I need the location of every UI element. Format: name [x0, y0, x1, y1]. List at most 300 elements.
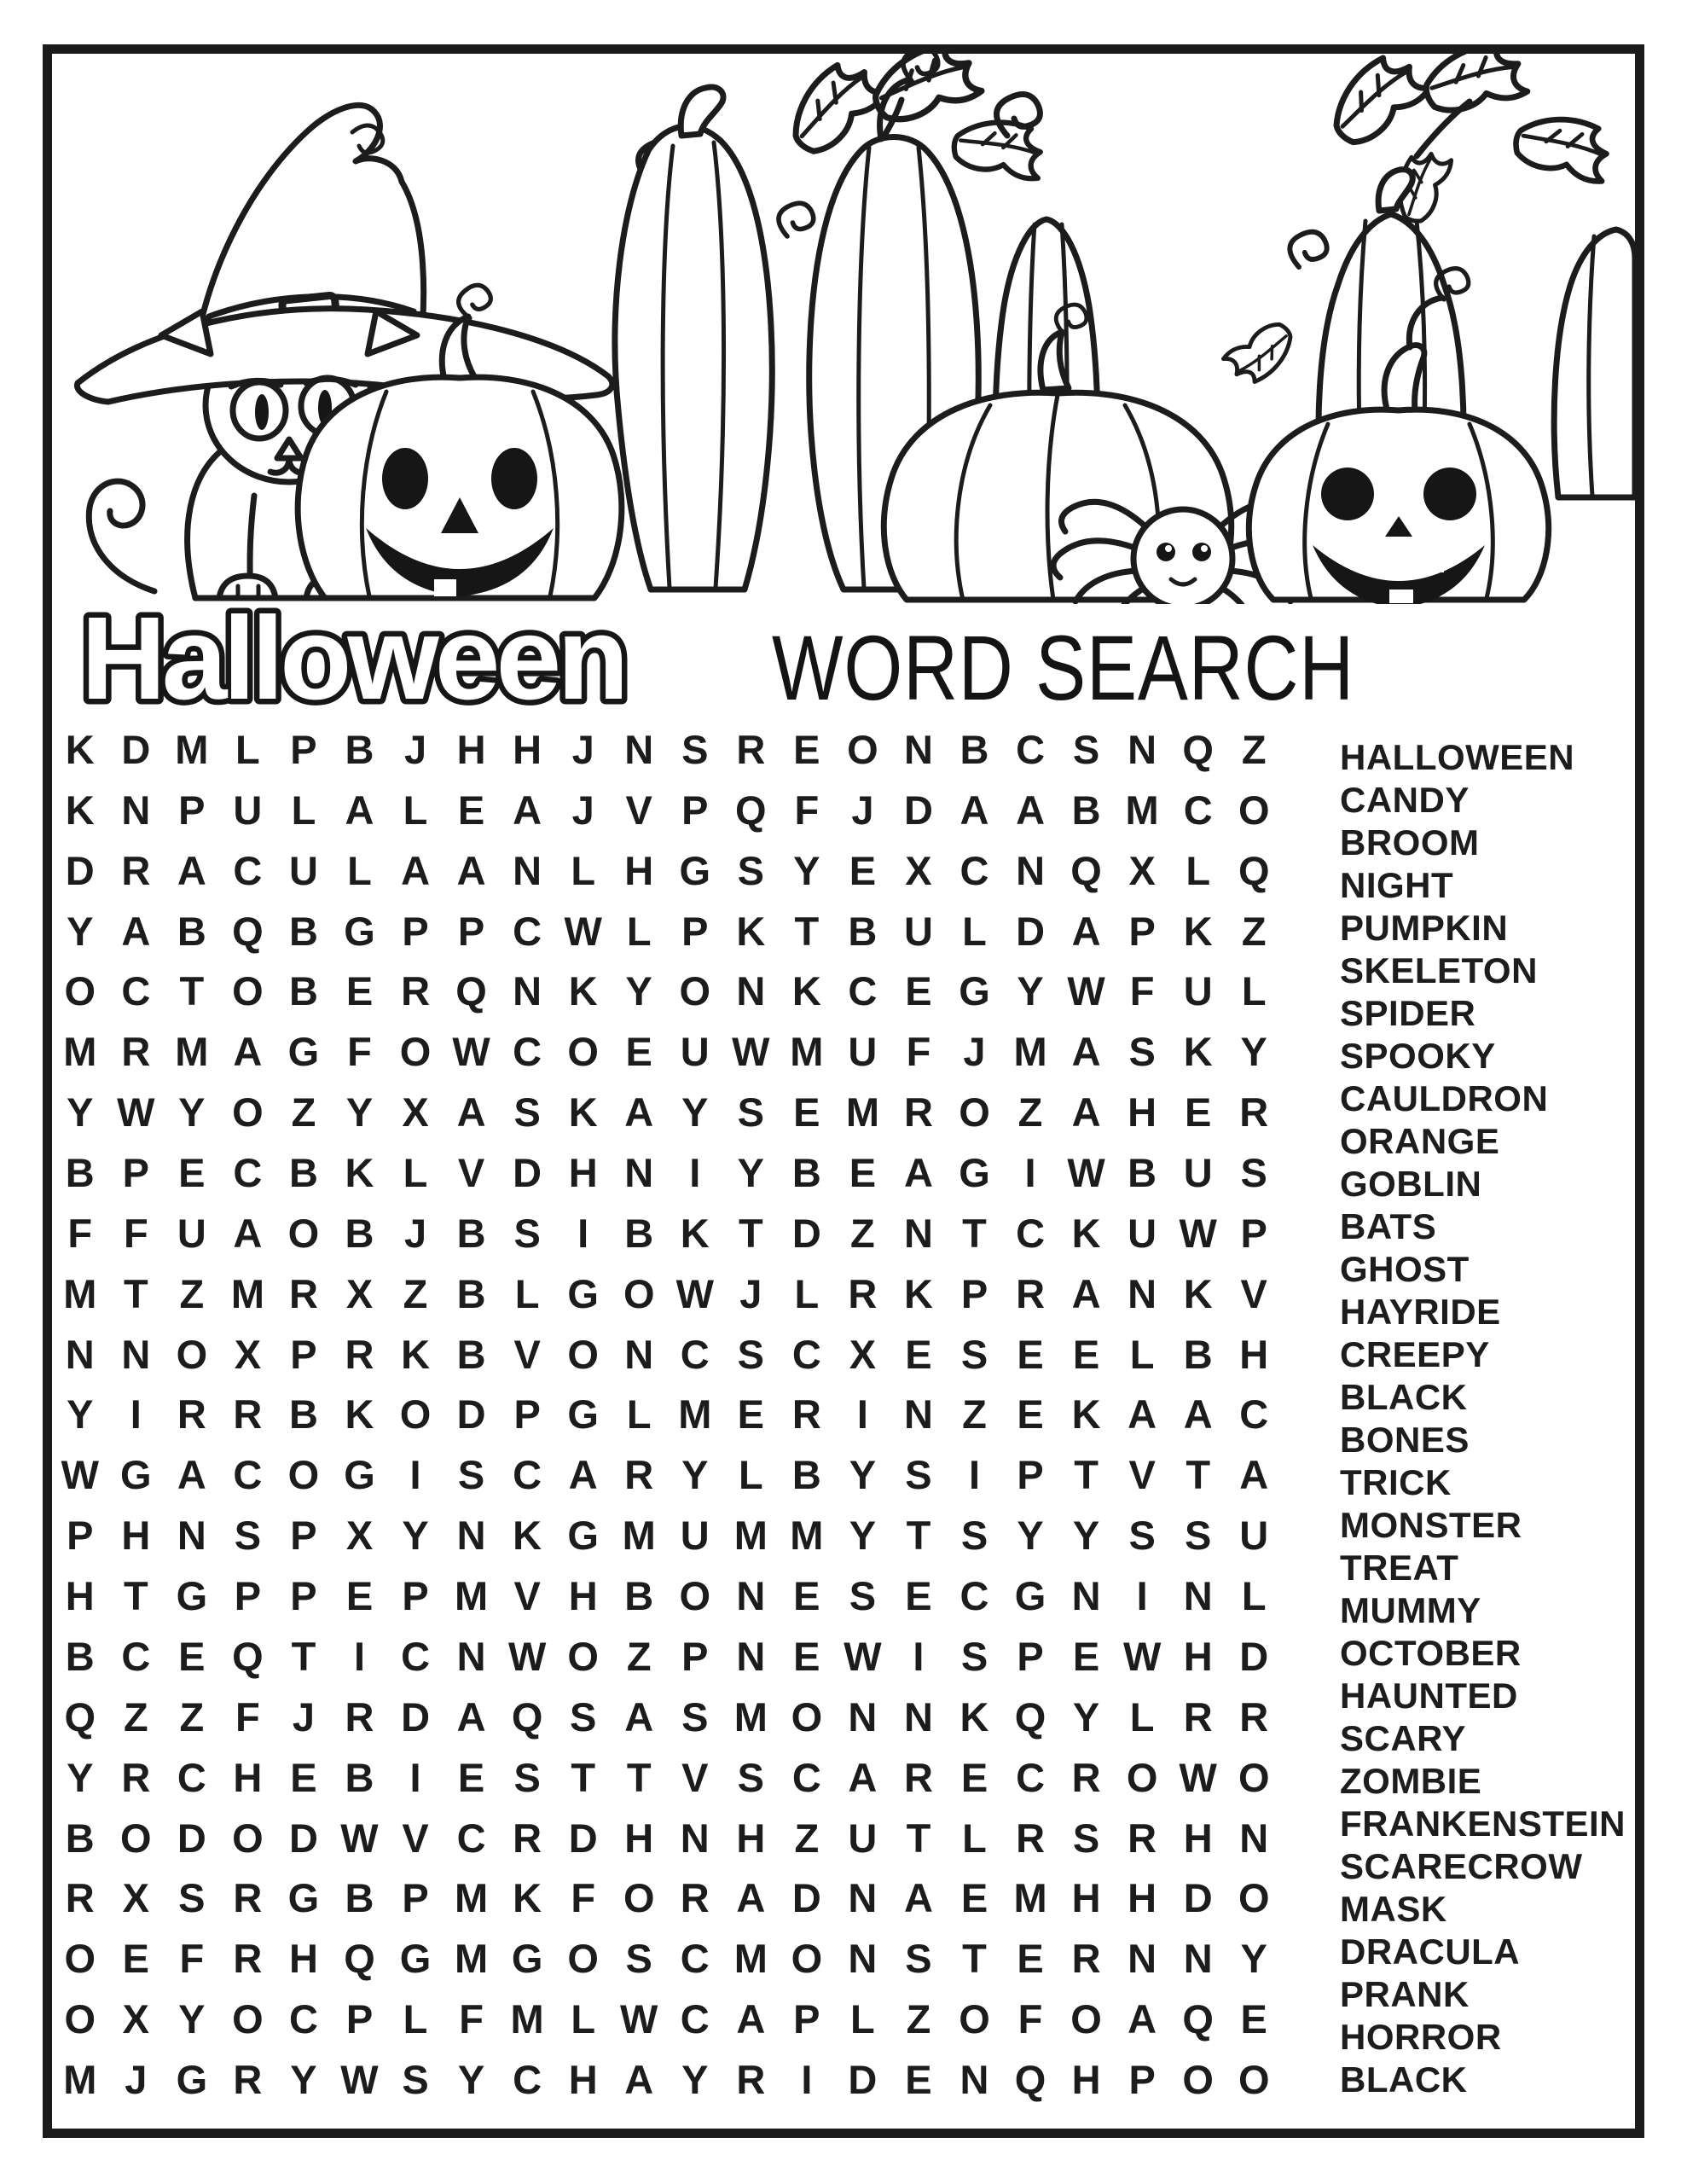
- grid-letter: B: [345, 726, 374, 772]
- grid-letter: E: [625, 1029, 652, 1075]
- grid-letter: B: [345, 1754, 374, 1800]
- grid-letter: A: [1071, 1029, 1101, 1075]
- grid-letter: I: [856, 1391, 868, 1438]
- grid-letter: F: [571, 1875, 596, 1921]
- grid-letter: G: [567, 1513, 599, 1559]
- grid-letter: L: [850, 1996, 875, 2042]
- grid-letter: S: [960, 1331, 988, 1377]
- grid-letter: H: [1183, 1815, 1213, 1861]
- grid-letter: L: [291, 787, 316, 833]
- grid-letter: C: [513, 1029, 542, 1075]
- grid-letter: R: [345, 1693, 374, 1740]
- grid-letter: A: [513, 787, 542, 833]
- grid-letter: R: [903, 1754, 933, 1800]
- grid-letter: R: [288, 1270, 318, 1316]
- grid-letter: E: [793, 726, 820, 772]
- grid-letter: F: [459, 1996, 484, 2042]
- grid-letter: B: [345, 1210, 374, 1256]
- tooth-icon: [1362, 554, 1384, 572]
- grid-letter: S: [849, 1573, 877, 1619]
- grid-letter: I: [130, 1391, 142, 1438]
- grid-letter: M: [1013, 1029, 1047, 1075]
- grid-letter: D: [568, 1815, 598, 1861]
- grid-letter: N: [959, 2057, 989, 2103]
- grid-letter: S: [625, 1936, 652, 1982]
- grid-letter: O: [64, 1996, 96, 2042]
- grid-letter: D: [1183, 1875, 1213, 1921]
- grid-letter: N: [65, 1331, 95, 1377]
- grid-letter: O: [232, 1996, 264, 2042]
- grid-letter: M: [175, 1029, 209, 1075]
- grid-letter: J: [571, 787, 594, 833]
- grid-letter: W: [117, 1089, 155, 1136]
- grid-letter: W: [1067, 1150, 1105, 1196]
- grid-letter: O: [120, 1815, 152, 1861]
- grid-letter: B: [288, 1150, 318, 1196]
- grid-letter: N: [121, 1331, 151, 1377]
- grid-letter: I: [689, 1150, 701, 1196]
- grid-letter: U: [848, 1029, 878, 1075]
- grid-letter: B: [1183, 1331, 1213, 1377]
- grid-letter: D: [65, 847, 95, 893]
- grid-letter: Q: [455, 968, 487, 1014]
- grid-letter: B: [456, 1270, 486, 1316]
- grid-letter: E: [1017, 1331, 1044, 1377]
- grid-letter: G: [511, 1936, 543, 1982]
- word-list-item: MASK: [1340, 1889, 1447, 1929]
- grid-letter: O: [232, 968, 264, 1014]
- grid-letter: K: [1183, 1270, 1213, 1316]
- grid-letter: R: [345, 1331, 374, 1377]
- grid-letter: A: [233, 1210, 263, 1256]
- grid-letter: W: [507, 1633, 547, 1679]
- word-list-item: GHOST: [1340, 1249, 1470, 1289]
- grid-letter: E: [960, 1875, 988, 1921]
- grid-letter: M: [63, 1270, 97, 1316]
- grid-letter: Q: [1182, 726, 1214, 772]
- grid-letter: B: [288, 1391, 318, 1438]
- grid-letter: K: [1071, 1210, 1101, 1256]
- grid-letter: T: [738, 1210, 763, 1256]
- grid-letter: Y: [849, 1452, 877, 1498]
- pumpkin-eye-icon: [491, 448, 537, 509]
- grid-letter: O: [1238, 787, 1270, 833]
- grid-letter: A: [345, 787, 374, 833]
- vine-curl-icon: [1290, 232, 1326, 267]
- word-list-item: SCARY: [1340, 1718, 1466, 1758]
- grid-letter: M: [678, 1391, 712, 1438]
- grid-letter: R: [848, 1270, 878, 1316]
- grid-letter: L: [738, 1452, 763, 1498]
- grid-letter: Y: [681, 1452, 709, 1498]
- grid-letter: M: [63, 1029, 97, 1075]
- grid-letter: C: [1239, 1391, 1269, 1438]
- grid-letter: N: [680, 1815, 710, 1861]
- grid-letter: N: [903, 1210, 933, 1256]
- grid-letter: H: [1128, 1875, 1157, 1921]
- grid-letter: O: [399, 1391, 432, 1438]
- grid-letter: X: [849, 1331, 877, 1377]
- grid-letter: C: [848, 968, 878, 1014]
- grid-letter: B: [177, 908, 206, 954]
- grid-letter: P: [67, 1513, 94, 1559]
- grid-letter: C: [513, 2057, 542, 2103]
- grid-letter: N: [1128, 726, 1157, 772]
- word-list-item: CAULDRON: [1340, 1078, 1549, 1118]
- grid-letter: I: [1136, 1573, 1148, 1619]
- grid-letter: M: [175, 726, 209, 772]
- grid-letter: C: [680, 1331, 710, 1377]
- grid-letter: Z: [291, 1089, 316, 1136]
- grid-letter: N: [1071, 1573, 1101, 1619]
- grid-letter: Z: [1017, 1089, 1043, 1136]
- grid-letter: C: [401, 1633, 431, 1679]
- grid-letter: L: [1241, 1573, 1267, 1619]
- grid-letter: H: [513, 726, 542, 772]
- grid-letter: R: [121, 1029, 151, 1075]
- grid-letter: K: [680, 1210, 710, 1256]
- grid-letter: S: [1128, 1513, 1156, 1559]
- grid-letter: N: [903, 1391, 933, 1438]
- grid-letter: O: [959, 1089, 990, 1136]
- word-list-item: TRICK: [1340, 1462, 1452, 1502]
- autumn-leaves-top-right: [1319, 54, 1624, 227]
- grid-letter: H: [121, 1513, 151, 1559]
- grid-letter: H: [233, 1754, 263, 1800]
- grid-letter: A: [1183, 1391, 1213, 1438]
- grid-letter: V: [457, 1150, 485, 1196]
- grid-letter: I: [577, 1210, 589, 1256]
- grid-letter: E: [345, 968, 374, 1014]
- grid-letter: E: [905, 968, 932, 1014]
- grid-letter: K: [65, 787, 95, 833]
- grid-letter: F: [235, 1693, 260, 1740]
- grid-letter: G: [679, 847, 711, 893]
- grid-letter: J: [403, 726, 427, 772]
- grid-letter: T: [1186, 1452, 1211, 1498]
- grid-letter: H: [1239, 1331, 1269, 1377]
- grid-letter: W: [732, 1029, 770, 1075]
- grid-letter: L: [403, 787, 428, 833]
- word-list-item: OCTOBER: [1340, 1633, 1522, 1673]
- grid-letter: K: [568, 968, 598, 1014]
- grid-letter: E: [1017, 1936, 1044, 1982]
- grid-letter: M: [733, 1936, 768, 1982]
- word-list-item: SCARECROW: [1340, 1846, 1583, 1886]
- grid-letter: I: [968, 1452, 981, 1498]
- grid-letter: B: [1128, 1150, 1157, 1196]
- grid-letter: S: [1185, 1513, 1212, 1559]
- grid-letter: B: [624, 1573, 654, 1619]
- grid-letter: P: [681, 1633, 709, 1679]
- grid-letter: P: [1128, 908, 1156, 954]
- grid-letter: E: [1185, 1089, 1212, 1136]
- grid-letter: Q: [1182, 1996, 1214, 2042]
- grid-letter: R: [791, 1391, 821, 1438]
- grid-letter: Z: [403, 1270, 428, 1316]
- grid-letter: Q: [735, 787, 767, 833]
- vine-curl-icon: [779, 203, 814, 236]
- grid-letter: B: [791, 1150, 821, 1196]
- grid-letter: A: [456, 1089, 486, 1136]
- grid-letter: U: [848, 1815, 878, 1861]
- grid-letter: E: [793, 1633, 820, 1679]
- grid-letter: B: [1071, 787, 1101, 833]
- grid-letter: P: [122, 1150, 149, 1196]
- grid-letter: M: [1125, 787, 1159, 833]
- grid-letter: Y: [1017, 1513, 1044, 1559]
- word-list-item: PUMPKIN: [1340, 908, 1509, 948]
- grid-letter: D: [177, 1815, 206, 1861]
- grid-letter: A: [177, 1452, 206, 1498]
- grid-letter: C: [288, 1996, 318, 2042]
- grid-letter: T: [291, 1633, 316, 1679]
- grid-letter: B: [288, 908, 318, 954]
- grid-letter: P: [234, 1573, 262, 1619]
- grid-letter: R: [1071, 1936, 1101, 1982]
- grid-letter: G: [344, 1452, 375, 1498]
- grid-letter: X: [234, 1331, 262, 1377]
- grid-letter: X: [122, 1996, 149, 2042]
- grid-letter: Z: [179, 1270, 205, 1316]
- grid-letter: S: [737, 1089, 764, 1136]
- grid-letter: O: [567, 1029, 599, 1075]
- grid-letter: Y: [737, 1150, 764, 1196]
- grid-letter: N: [1183, 1573, 1213, 1619]
- grid-letter: D: [791, 1875, 821, 1921]
- grid-letter: Y: [67, 1391, 94, 1438]
- grid-letter: Z: [794, 1815, 820, 1861]
- grid-letter: P: [513, 1391, 541, 1438]
- grid-letter: C: [791, 1331, 821, 1377]
- grid-letter: A: [736, 1996, 766, 2042]
- grid-letter: B: [65, 1150, 95, 1196]
- grid-letter: E: [849, 847, 877, 893]
- grid-letter: S: [234, 1513, 262, 1559]
- grid-letter: E: [960, 1754, 988, 1800]
- word-list-item: HAYRIDE: [1340, 1292, 1501, 1332]
- grid-letter: U: [680, 1029, 710, 1075]
- grid-letter: R: [513, 1815, 542, 1861]
- grid-letter: E: [905, 2057, 932, 2103]
- grid-letter: L: [1129, 1331, 1155, 1377]
- grid-letter: O: [1182, 2057, 1214, 2103]
- grid-letter: B: [345, 1875, 374, 1921]
- grid-letter: S: [681, 1693, 709, 1740]
- grid-letter: G: [959, 968, 990, 1014]
- grid-letter: N: [624, 1331, 654, 1377]
- grid-letter: A: [456, 847, 486, 893]
- grid-letter: E: [122, 1936, 149, 1982]
- word-list-item: CANDY: [1340, 780, 1470, 820]
- grid-letter: O: [791, 1936, 823, 1982]
- grid-letter: A: [121, 908, 151, 954]
- grid-letter: M: [230, 1270, 264, 1316]
- grid-letter: R: [233, 1875, 263, 1921]
- grid-letter: A: [401, 847, 431, 893]
- grid-letter: N: [456, 1633, 486, 1679]
- grid-letter: E: [290, 1754, 317, 1800]
- grid-letter: V: [1128, 1452, 1156, 1498]
- grid-letter: L: [347, 847, 372, 893]
- grid-letter: A: [848, 1754, 878, 1800]
- grid-letter: W: [1179, 1210, 1217, 1256]
- grid-letter: E: [457, 1754, 485, 1800]
- grid-letter: H: [736, 1815, 766, 1861]
- grid-letter: S: [1072, 1815, 1100, 1861]
- grid-letter: N: [736, 968, 766, 1014]
- grid-letter: Q: [232, 908, 264, 954]
- grid-letter: R: [401, 968, 431, 1014]
- grid-letter: N: [736, 1573, 766, 1619]
- grid-letter: N: [848, 1936, 878, 1982]
- grid-letter: X: [122, 1875, 149, 1921]
- grid-letter: K: [791, 968, 821, 1014]
- grid-letter: R: [1016, 1270, 1046, 1316]
- witch-hat-icon: [77, 105, 612, 402]
- grid-letter: K: [1183, 908, 1213, 954]
- grid-letter: E: [1072, 1331, 1100, 1377]
- grid-letter: V: [625, 787, 652, 833]
- grid-letter: S: [513, 1089, 541, 1136]
- grid-letter: L: [571, 1996, 596, 2042]
- grid-letter: N: [848, 1875, 878, 1921]
- word-list-item: PRANK: [1340, 1974, 1470, 2014]
- grid-letter: L: [514, 1270, 540, 1316]
- grid-letter: I: [913, 1633, 925, 1679]
- grid-letter: V: [513, 1573, 541, 1619]
- grid-letter: P: [290, 1331, 317, 1377]
- grid-letter: S: [905, 1452, 932, 1498]
- word-list-item: BATS: [1340, 1206, 1437, 1246]
- grid-letter: W: [675, 1270, 714, 1316]
- grid-letter: G: [959, 1150, 990, 1196]
- grid-letter: W: [1179, 1754, 1217, 1800]
- pumpkin-eye-icon: [1423, 468, 1476, 520]
- grid-letter: X: [1128, 847, 1156, 893]
- grid-letter: Y: [681, 1089, 709, 1136]
- grid-letter: A: [624, 2057, 654, 2103]
- grid-letter: E: [849, 1150, 877, 1196]
- grid-letter: O: [791, 1693, 823, 1740]
- grid-letter: K: [1183, 1029, 1213, 1075]
- title-rest-text: WORD SEARCH: [772, 616, 1355, 719]
- pumpkin-eye-icon: [1321, 468, 1374, 520]
- pumpkin-eye-icon: [382, 448, 428, 509]
- word-list-item: TREAT: [1340, 1548, 1459, 1588]
- grid-letter: O: [287, 1210, 320, 1256]
- grid-letter: R: [680, 1875, 710, 1921]
- grid-letter: U: [680, 1513, 710, 1559]
- grid-letter: I: [409, 1452, 421, 1498]
- grid-letter: P: [1017, 1452, 1044, 1498]
- grid-letter: G: [567, 1391, 599, 1438]
- grid-letter: C: [121, 1633, 151, 1679]
- grid-letter: T: [906, 1815, 931, 1861]
- leaf-icon: [1218, 321, 1301, 389]
- word-list-item: SPIDER: [1340, 993, 1476, 1033]
- grid-letter: E: [793, 1573, 820, 1619]
- grid-letter: Z: [906, 1996, 931, 2042]
- grid-letter: U: [1183, 1150, 1213, 1196]
- grid-letter: Y: [178, 1089, 206, 1136]
- grid-letter: S: [737, 1754, 764, 1800]
- grid-letter: L: [626, 1391, 652, 1438]
- grid-letter: R: [1239, 1089, 1269, 1136]
- grid-letter: L: [1129, 1693, 1155, 1740]
- grid-letter: W: [61, 1452, 99, 1498]
- grid-letter: Y: [178, 1996, 206, 2042]
- grid-letter: M: [622, 1513, 656, 1559]
- word-list-item: BLACK: [1340, 1377, 1468, 1417]
- grid-letter: Y: [1240, 1936, 1267, 1982]
- grid-letter: W: [564, 908, 602, 954]
- word-list-item: HORROR: [1340, 2017, 1502, 2057]
- grid-letter: O: [679, 968, 711, 1014]
- grid-letter: N: [513, 847, 542, 893]
- grid-letter: H: [624, 847, 654, 893]
- grid-letter: E: [1240, 1996, 1267, 2042]
- grid-letter: R: [233, 2057, 263, 2103]
- grid-letter: B: [288, 968, 318, 1014]
- grid-letter: X: [905, 847, 932, 893]
- grid-letter: Q: [232, 1633, 264, 1679]
- grid-letter: Z: [1241, 908, 1267, 954]
- grid-letter: Z: [850, 1210, 875, 1256]
- grid-letter: U: [1128, 1210, 1157, 1256]
- grid-letter: P: [402, 1573, 429, 1619]
- grid-letter: N: [456, 1513, 486, 1559]
- grid-letter: P: [960, 1270, 988, 1316]
- grid-letter: C: [1016, 1210, 1046, 1256]
- grid-letter: C: [1016, 726, 1046, 772]
- word-list-item: DRACULA: [1340, 1931, 1521, 1972]
- grid-letter: L: [962, 1815, 987, 1861]
- grid-letter: O: [567, 1331, 599, 1377]
- word-list-item: MONSTER: [1340, 1505, 1522, 1545]
- grid-letter: G: [344, 908, 375, 954]
- grid-letter: N: [177, 1513, 206, 1559]
- grid-letter: N: [513, 968, 542, 1014]
- grid-letter: D: [1239, 1633, 1269, 1679]
- grid-letter: Y: [290, 2057, 317, 2103]
- grid-letter: X: [345, 1270, 374, 1316]
- word-list: [1340, 736, 1644, 2101]
- grid-letter: P: [290, 726, 317, 772]
- grid-letter: Y: [457, 2057, 485, 2103]
- grid-letter: B: [959, 726, 989, 772]
- grid-letter: C: [959, 1573, 989, 1619]
- grid-letter: Y: [1072, 1513, 1100, 1559]
- grid-letter: Q: [1238, 847, 1270, 893]
- grid-letter: F: [1129, 968, 1155, 1014]
- grid-letter: P: [290, 1573, 317, 1619]
- grid-letter: C: [513, 1452, 542, 1498]
- word-search-grid: [52, 719, 1282, 2110]
- grid-letter: H: [1183, 1633, 1213, 1679]
- grid-letter: V: [1240, 1270, 1267, 1316]
- grid-letter: Q: [344, 1936, 375, 1982]
- grid-letter: Y: [67, 1754, 94, 1800]
- grid-letter: K: [345, 1150, 374, 1196]
- grid-letter: I: [409, 1754, 421, 1800]
- grid-letter: B: [624, 1210, 654, 1256]
- grid-letter: F: [906, 1029, 931, 1075]
- grid-letter: B: [456, 1210, 486, 1256]
- grid-letter: J: [963, 1029, 986, 1075]
- grid-letter: S: [570, 1693, 597, 1740]
- grid-letter: A: [736, 1875, 766, 1921]
